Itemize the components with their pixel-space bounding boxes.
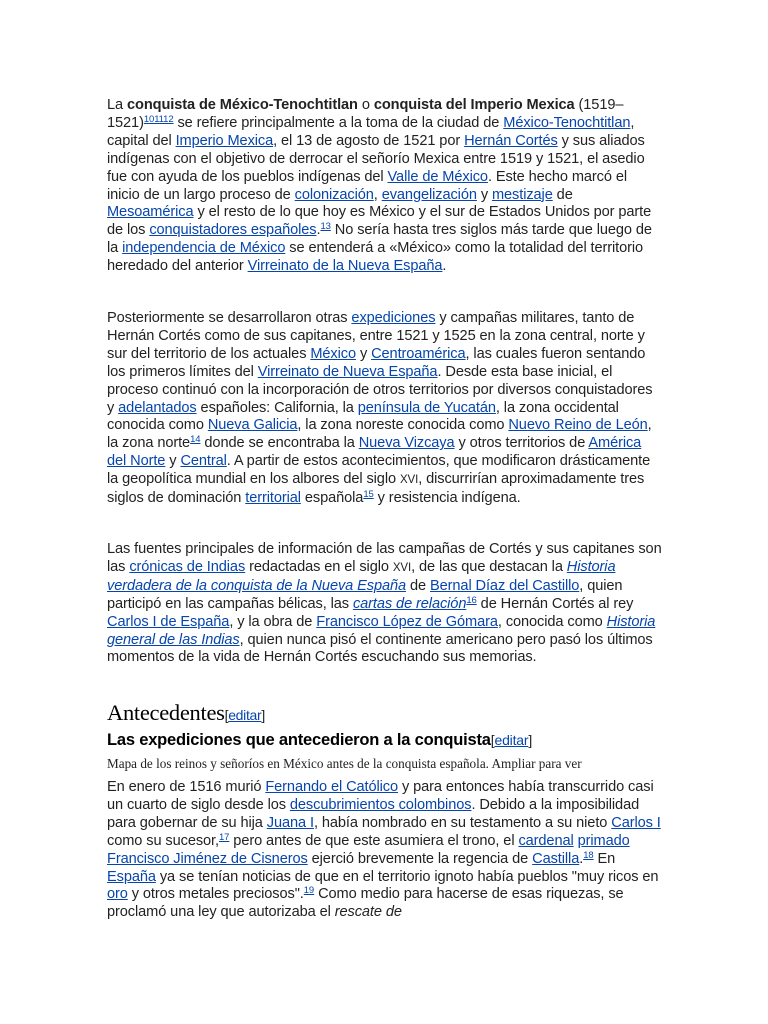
text: y — [165, 453, 181, 470]
text: pero antes de que este asumiera el trono, el — [229, 832, 519, 849]
text: españoles: California, la — [196, 399, 358, 416]
text: , había nombrado en su testamento a su nieto — [313, 814, 612, 831]
text: La — [107, 97, 127, 113]
section-heading-antecedentes — [107, 700, 663, 728]
text: , las cuales fueron sentando los primeros límites del — [107, 345, 646, 380]
text: . — [579, 850, 584, 867]
text: . A partir de estos acontecimientos, que modificaron drásticamente la geopolítica mundial en los albores del siglo — [107, 453, 651, 488]
text: y sus aliados indígenas con el objetivo de derrocar el señorío Mexica entre 1519 y 1521, el asedio fue con ayuda de los pueblos indígenas del — [107, 132, 645, 185]
reference-link[interactable]: 19 — [303, 885, 315, 897]
bracket: ] — [528, 732, 533, 748]
text: y resistencia indígena. — [373, 490, 521, 507]
text: donde se encontraba la — [200, 435, 359, 452]
link-virreinato-nueva-espana[interactable]: Virreinato de la Nueva España — [247, 258, 443, 275]
text: Las fuentes principales de información de las campañas de Cortés y sus capitanes son las — [107, 541, 662, 575]
link-hernan-cortes[interactable]: Hernán Cortés — [464, 132, 558, 149]
reference-link[interactable]: 17 — [218, 831, 230, 843]
text: o — [357, 97, 374, 113]
link-centroamerica[interactable]: Centroamérica — [371, 345, 466, 362]
century-numeral: XVI — [399, 474, 419, 487]
link-independencia-de-mexico[interactable]: independencia de México — [122, 240, 286, 257]
edit-link[interactable]: editar — [494, 732, 529, 748]
text: como su sucesor, — [107, 832, 219, 849]
text: y — [355, 345, 372, 362]
reference-link[interactable]: 15 — [363, 489, 374, 501]
link-imperio-mexica[interactable]: Imperio Mexica — [175, 132, 274, 149]
link-virreinato-de-nueva-espana[interactable]: Virreinato de Nueva España — [257, 363, 438, 380]
italic-term: rescate de — [334, 904, 402, 921]
text: de Hernán Cortés al rey — [476, 595, 634, 612]
link-primado[interactable]: primado — [577, 832, 630, 849]
regency-paragraph — [107, 779, 663, 922]
text: y campañas militares, tanto de Hernán Cortés como de sus capitanes, entre 1521 y 1525 en la zona central, norte y sur del territorio de los actuales — [107, 310, 645, 362]
text: y — [476, 186, 492, 203]
link-mesoamerica[interactable]: Mesoamérica — [107, 204, 194, 221]
link-carlos-i[interactable]: Carlos I — [611, 814, 661, 831]
text: , la zona norte — [107, 417, 652, 452]
expansion-section — [107, 310, 663, 508]
text: , discurrirían aproximadamente tres siglos de dominación — [107, 471, 645, 507]
link-nueva-galicia[interactable]: Nueva Galicia — [207, 417, 298, 434]
intro-section — [107, 97, 663, 276]
text: , — [373, 186, 382, 203]
link-colonizacion[interactable]: colonización — [294, 186, 374, 203]
link-cronicas-de-indias[interactable]: crónicas de Indias — [129, 558, 246, 575]
text: , y la obra de — [229, 613, 317, 630]
text: , el 13 de agosto de 1521 por — [273, 132, 465, 149]
text: , la zona noreste conocida como — [297, 417, 509, 434]
link-central[interactable]: Central — [180, 453, 227, 470]
link-francisco-lopez-de-gomara[interactable]: Francisco López de Gómara — [316, 613, 498, 630]
text: . Este hecho marcó el inicio de un largo proceso de — [107, 168, 627, 203]
text: , la zona occidental conocida como — [107, 399, 619, 434]
link-valle-de-mexico[interactable]: Valle de México — [387, 168, 488, 185]
link-territorial[interactable]: territorial — [245, 490, 301, 507]
antecedentes-heading-block — [107, 700, 663, 728]
link-bernal-diaz-del-castillo[interactable]: Bernal Díaz del Castillo — [430, 577, 580, 594]
map-caption: Mapa de los reinos y señoríos en México antes de la conquista española. Ampliar para ver — [107, 756, 582, 771]
text: , quien participó en las campañas bélicas, las — [107, 577, 623, 612]
text: No sería hasta tres siglos más tarde que luego de la — [107, 222, 652, 257]
text: de — [552, 186, 573, 203]
text: se refiere principalmente a la toma de la ciudad de — [173, 114, 504, 131]
text: y el resto de lo que hoy es México y el sur de Estados Unidos por parte de los — [107, 204, 652, 239]
link-peninsula-de-yucatan[interactable]: península de Yucatán — [357, 399, 496, 416]
link-expediciones[interactable]: expediciones — [351, 310, 436, 326]
sources-section — [107, 541, 663, 667]
text: . — [442, 258, 447, 275]
text: En enero de 1516 murió — [107, 779, 266, 795]
reference-link[interactable]: 16 — [466, 594, 477, 606]
link-oro[interactable]: oro — [107, 886, 128, 903]
link-cardenal[interactable]: cardenal — [518, 832, 574, 849]
subsection-title: Las expediciones que antecedieron a la conquista — [107, 731, 491, 749]
link-adelantados[interactable]: adelantados — [118, 399, 197, 416]
edit-section — [225, 707, 265, 723]
link-evangelizacion[interactable]: evangelización — [381, 186, 477, 203]
edit-link[interactable]: editar — [228, 707, 262, 723]
subsection-heading-expediciones — [107, 730, 663, 750]
edit-section — [491, 732, 532, 748]
bracket: [ — [490, 732, 495, 748]
link-cartas-de-relacion[interactable]: cartas de relación — [352, 595, 467, 612]
link-historia-verdadera[interactable]: Historia verdadera de la conquista de la Nueva España — [107, 558, 616, 594]
bold-term: conquista de México-Tenochtitlan — [127, 97, 358, 113]
link-conquistadores-espanoles[interactable]: conquistadores españoles — [149, 222, 317, 239]
text: y otros territorios de — [454, 435, 589, 452]
text: , quien nunca pisó el continente americano pero pasó los últimos momentos de la vida de Hernán Cortés escuchando sus memorias. — [107, 631, 653, 666]
bracket: [ — [224, 707, 229, 723]
link-tenochtitlan[interactable]: México-Tenochtitlan — [503, 114, 631, 131]
expansion-paragraph — [107, 310, 663, 508]
text: Como medio para hacerse de esas riquezas, se proclamó una ley que autorizaba el — [107, 886, 624, 921]
text: . — [316, 222, 321, 239]
text: , capital del — [107, 114, 635, 149]
text: , de las que destacan la — [411, 558, 567, 575]
link-descubrimientos-colombinos[interactable]: descubrimientos colombinos — [289, 796, 472, 813]
reference-link[interactable]: 14 — [190, 434, 201, 446]
text: . Desde esta base inicial, el proceso continuó con la incorporación de otros territorios por diversos conquistadores y — [107, 363, 653, 416]
text: y para entonces había transcurrido casi un cuarto de siglo desde los — [107, 779, 654, 813]
text: de — [406, 577, 430, 594]
link-fernando-el-catolico[interactable]: Fernando el Católico — [265, 779, 399, 795]
text: redactadas en el siglo — [245, 558, 393, 575]
text: española — [300, 490, 364, 507]
regency-section — [107, 779, 663, 922]
expediciones-heading-block — [107, 730, 663, 750]
link-espana[interactable]: España — [107, 868, 156, 885]
link-carlos-i-de-espana[interactable]: Carlos I de España — [107, 613, 230, 630]
link-juana-i[interactable]: Juana I — [266, 814, 314, 831]
bold-term: conquista del Imperio Mexica — [373, 97, 575, 113]
sources-paragraph — [107, 541, 663, 667]
section-title: Antecedentes — [107, 700, 225, 725]
text: y otros metales preciosos". — [127, 886, 304, 903]
text: ya se tenían noticias de que en el territorio ignoto había pueblos "muy ricos en — [155, 868, 659, 885]
link-america-del-norte[interactable]: América del Norte — [107, 435, 642, 470]
reference-link[interactable]: 101112 — [143, 113, 174, 125]
text: se entenderá a «México» como la totalidad del territorio heredado del anterior — [107, 240, 644, 275]
text: . Debido a la imposibilidad para gobernar de su hija — [107, 796, 640, 831]
reference-link[interactable]: 18 — [583, 849, 594, 861]
text: ejerció brevemente la regencia de — [307, 850, 533, 867]
link-nuevo-reino-de-leon[interactable]: Nuevo Reino de León — [508, 417, 648, 434]
text: En — [593, 850, 616, 867]
century-numeral: XVI — [392, 561, 412, 574]
text: (1519–1521) — [107, 97, 624, 131]
link-nueva-vizcaya[interactable]: Nueva Vizcaya — [358, 435, 455, 452]
reference-link[interactable]: 13 — [320, 221, 331, 233]
link-historia-general-de-las-indias[interactable]: Historia general de las Indias — [107, 613, 656, 648]
link-mexico[interactable]: México — [310, 345, 356, 362]
link-francisco-jimenez-de-cisneros[interactable]: Francisco Jiménez de Cisneros — [107, 850, 308, 867]
link-mestizaje[interactable]: mestizaje — [491, 186, 553, 203]
intro-paragraph — [107, 97, 663, 276]
link-castilla[interactable]: Castilla — [532, 850, 580, 867]
bracket: ] — [261, 707, 266, 723]
text: , conocida como — [497, 613, 607, 630]
text: Posteriormente se desarrollaron otras — [107, 310, 352, 326]
map-caption-block — [107, 756, 707, 772]
